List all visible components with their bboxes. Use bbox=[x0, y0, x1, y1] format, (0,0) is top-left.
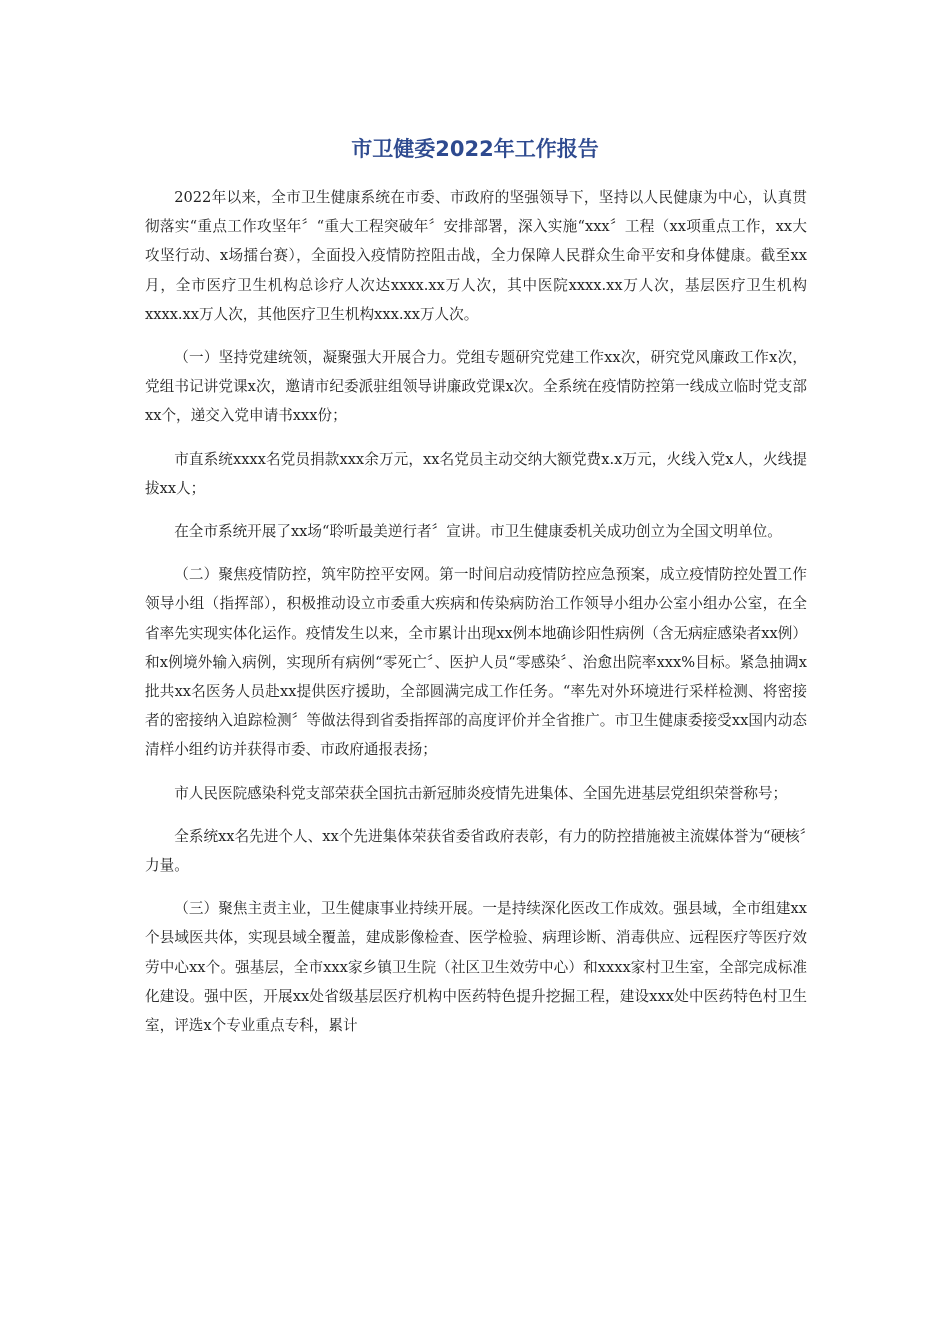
paragraph-commendations: 全系统xx名先进个人、xx个先进集体荣获省委省政府表彰，有力的防控措施被主流媒体誉为“硬核〞力量。 bbox=[145, 827, 807, 875]
paragraph-party-donations: 市直系统xxxx名党员捐款xxx余万元，xx名党员主动交纳大额党费x.x万元，火线入党x人，火线提拔xx人； bbox=[145, 450, 807, 497]
paragraph-party-building: （一）坚持党建统领，凝聚强大开展合力。党组专题研究党建工作xx次，研究党风廉政工作x次，党组书记讲党课x次，邀请市纪委派驻组领导讲廉政党课x次。全系统在疫情防控第一线成立临时党支部xx个，递交入党申请书xxx份； bbox=[145, 349, 807, 425]
paragraph-hospital-honor: 市人民医院感染科党支部荣获全国抗击新冠肺炎疫情先进集体、全国先进基层党组织荣誉称号； bbox=[174, 784, 788, 802]
document-title: 市卫健委2022年工作报告 bbox=[351, 137, 599, 161]
paragraph-main-duties: （三）聚焦主责主业，卫生健康事业持续开展。一是持续深化医改工作成效。强县域，全市组建xx个县域医共体，实现县域全覆盖，建成影像检查、医学检验、病理诊断、消毒供应、远程医疗等医疗效劳中心xx个。强基层，全市xxx家乡镇卫生院（社区卫生效劳中心）和xxxx家村卫生室，全部完成标准化建设。强中医，开展xx处省级基层医疗机构中医药特色提升挖掘工程，建设xxx处中医药特色村卫生室，评选x个专业重点专科，累计 bbox=[145, 900, 807, 1035]
paragraph-lectures: 在全市系统开展了xx场“聆听最美逆行者〞宣讲。市卫生健康委机关成功创立为全国文明单位。 bbox=[174, 523, 782, 541]
document-body bbox=[145, 183, 807, 1054]
paragraph-epidemic-control: （二）聚焦疫情防控，筑牢防控平安网。第一时间启动疫情防控应急预案，成立疫情防控处置工作领导小组（指挥部），积极推动设立市委重大疾病和传染病防治工作领导小组办公室小组办公室，在全省率先实现实体化运作。疫情发生以来，全市累计出现xx例本地确诊阳性病例（含无病症感染者xx例）和x例境外输入病例，实现所有病例“零死亡〞、医护人员“零感染〞、治愈出院率xxx%目标。紧急抽调x批共xx名医务人员赴xx提供医疗援助，全部圆满完成工作任务。“率先对外环境进行采样检测、将密接者的密接纳入追踪检测〞等做法得到省委指挥部的高度评价并全省推广。市卫生健康委接受xx国内动态清样小组约访并获得市委、市政府通报表扬； bbox=[145, 566, 807, 759]
paragraph-intro: 2022年以来，全市卫生健康系统在市委、市政府的坚强领导下，坚持以人民健康为中心，认真贯彻落实“重点工作攻坚年〞“重大工程突破年〞安排部署，深入实施“xxx〞工程（xx项重点工作，xx大攻坚行动、x场擂台赛），全面投入疫情防控阻击战，全力保障人民群众生命平安和身体健康。截至xx月，全市医疗卫生机构总诊疗人次达xxxx.xx万人次，其中医院xxxx.xx万人次，基层医疗卫生机构xxxx.xx万人次，其他医疗卫生机构xxx.xx万人次。 bbox=[145, 189, 807, 323]
